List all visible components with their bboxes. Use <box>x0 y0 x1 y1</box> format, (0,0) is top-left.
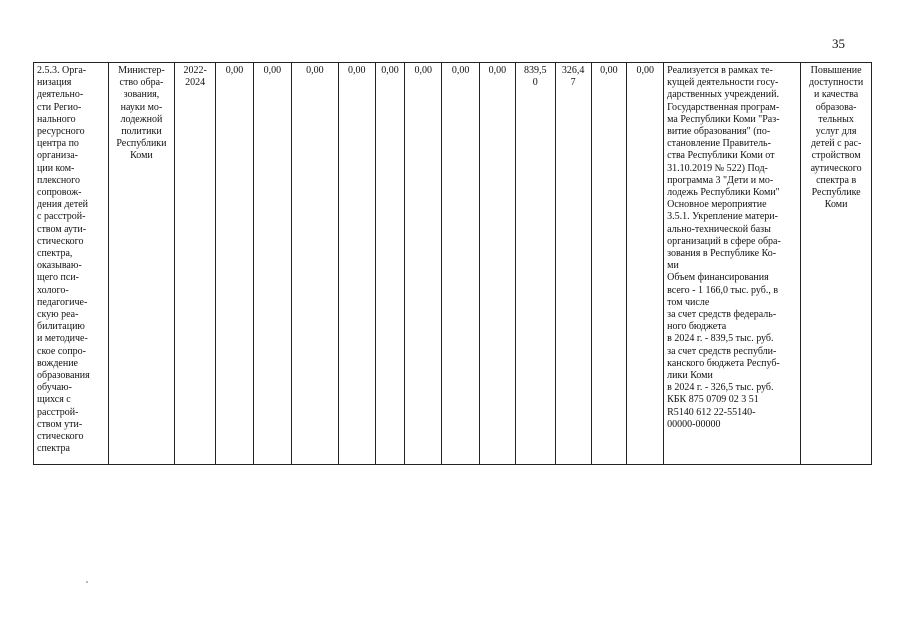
expected-result-line: Повышение <box>810 65 862 76</box>
measure-name-line: ское сопро- <box>37 345 86 357</box>
expected-result-line: и качества <box>814 89 859 101</box>
measure-name-line: сти Регио- <box>37 101 82 113</box>
value-cell: 0,00 <box>216 63 254 465</box>
scan-speck <box>86 581 88 583</box>
measure-name-line: сопровож- <box>37 187 82 199</box>
measure-name-line: скую реа- <box>37 309 79 321</box>
measure-name-line: педагогиче- <box>37 296 88 308</box>
measure-name-line: ством аути- <box>37 223 87 235</box>
value-cell: 0,00 <box>375 63 405 465</box>
expected-result-line: образова- <box>815 101 857 113</box>
description-line: за счет средств республи- <box>667 345 777 357</box>
description-line: лодежь Республики Коми" <box>667 187 780 199</box>
value-cell: 0,00 <box>591 63 627 465</box>
description-line: ства Республики Коми от <box>667 150 775 162</box>
value-cell: 0,00 <box>627 63 664 465</box>
expected-result-line: Коми <box>824 199 848 211</box>
description-line: организаций в сфере обра- <box>667 235 781 247</box>
value-cell: 0,00 <box>405 63 442 465</box>
measure-name-line: спектра, <box>37 248 73 260</box>
description-line: зования в Республике Ко- <box>667 248 777 260</box>
measure-name-line: деятельно- <box>37 89 84 101</box>
federal-budget-value-cell <box>515 63 555 465</box>
measure-name-line: вождение <box>37 357 78 369</box>
regional-value-line: 326,4 <box>561 65 585 76</box>
measure-name-line: образования <box>37 370 90 382</box>
description-line: том числе <box>667 296 710 308</box>
federal-value-line: 839,5 <box>524 65 547 76</box>
description-line: лики Коми <box>667 370 713 382</box>
regional-value-line: 7 <box>570 77 576 89</box>
executor-line: Министер- <box>118 65 165 76</box>
expected-result-line: спектра в <box>816 174 857 186</box>
measure-name-line: оказываю- <box>37 260 82 272</box>
description-line: ми <box>667 260 679 272</box>
value-cell: 0,00 <box>338 63 375 465</box>
description-line: 3.5.1. Укрепление матери- <box>667 211 778 223</box>
expected-result-line: тельных <box>818 113 854 125</box>
value-cell: 0,00 <box>442 63 480 465</box>
executor-line: науки мо- <box>120 101 163 113</box>
measure-name-line: щихся с <box>37 394 71 406</box>
program-table <box>33 62 872 465</box>
expected-result-line: аутического <box>810 162 862 174</box>
value-cell: 0,00 <box>291 63 338 465</box>
executor-line: политики <box>121 126 162 138</box>
executor-line: Коми <box>130 150 153 162</box>
description-line: R5140 612 22-55140- <box>667 406 756 418</box>
value-cell: 0,00 <box>253 63 291 465</box>
description-line: витие образования" (по- <box>667 126 771 138</box>
expected-result-line: Республике <box>811 187 861 199</box>
federal-value-line: 0 <box>532 77 538 89</box>
expected-result-line: стройством <box>811 150 861 162</box>
measure-name-cell <box>34 63 109 465</box>
period-line: 2024 <box>185 77 206 89</box>
measure-name-line: стического <box>37 235 84 247</box>
description-cell <box>664 63 801 465</box>
description-line: ма Республики Коми "Раз- <box>667 113 780 125</box>
regional-budget-value-cell <box>555 63 591 465</box>
measure-name-line: обучаю- <box>37 382 72 394</box>
description-line: 00000-00000 <box>667 418 721 430</box>
description-line: ного бюджета <box>667 321 727 333</box>
description-line: программа 3 "Дети и мо- <box>667 174 774 186</box>
expected-result-line: доступности <box>809 77 864 89</box>
value-cell: 0,00 <box>480 63 516 465</box>
description-line: Объем финансирования <box>667 272 769 284</box>
description-line: дарственных учреждений. <box>667 89 779 101</box>
measure-name-line: ресурсного <box>37 126 85 138</box>
expected-result-line: детей с рас- <box>810 138 862 150</box>
description-line: становление Правитель- <box>667 138 771 150</box>
measure-name-line: ством ути- <box>37 418 83 430</box>
description-line: в 2024 г. - 839,5 тыс. руб. <box>667 333 774 345</box>
measure-name-line: щего пси- <box>37 272 79 284</box>
measure-name-line: низация <box>37 77 72 89</box>
description-line: за счет средств федераль- <box>667 309 777 321</box>
description-line: в 2024 г. - 326,5 тыс. руб. <box>667 382 774 394</box>
executor-line: лодежной <box>120 113 163 125</box>
measure-name-line: билитацию <box>37 321 85 333</box>
description-line: канского бюджета Респуб- <box>667 357 780 369</box>
expected-result-cell <box>801 63 872 465</box>
measure-name-line: центра по <box>37 138 79 150</box>
description-line: кущей деятельности госу- <box>667 77 779 89</box>
executor-cell <box>108 63 175 465</box>
measure-name-line: ции ком- <box>37 162 75 174</box>
executor-line: Республики <box>116 138 167 150</box>
executor-line: зования, <box>123 89 160 101</box>
description-line: КБК 875 0709 02 3 51 <box>667 394 759 406</box>
page-number: 35 <box>832 36 845 51</box>
period-cell <box>175 63 216 465</box>
expected-result-line: услуг для <box>815 126 857 138</box>
measure-name-line: холого- <box>37 284 69 296</box>
measure-name-line: плексного <box>37 174 81 186</box>
measure-name-line: дения детей <box>37 199 89 211</box>
description-line: Государственная програм- <box>667 101 780 113</box>
measure-name-line: с расстрой- <box>37 211 86 223</box>
description-line: 31.10.2019 № 522) Под- <box>667 162 768 174</box>
measure-name-line: расстрой- <box>37 406 79 418</box>
description-line: всего - 1 166,0 тыс. руб., в <box>667 284 779 296</box>
measure-name-line: стического <box>37 431 84 443</box>
executor-line: ство обра- <box>119 77 164 89</box>
description-line: ально-технической базы <box>667 223 771 235</box>
measure-name-line: спектра <box>37 443 70 455</box>
period-line: 2022- <box>183 65 207 76</box>
measure-name-line: нального <box>37 113 76 125</box>
measure-name-line: и методиче- <box>37 333 88 345</box>
description-line: Реализуется в рамках те- <box>667 65 773 76</box>
measure-name-line: организа- <box>37 150 78 162</box>
description-line: Основное мероприятие <box>667 199 767 211</box>
table-row <box>34 63 872 465</box>
measure-name-line: 2.5.3. Орга- <box>37 65 87 76</box>
